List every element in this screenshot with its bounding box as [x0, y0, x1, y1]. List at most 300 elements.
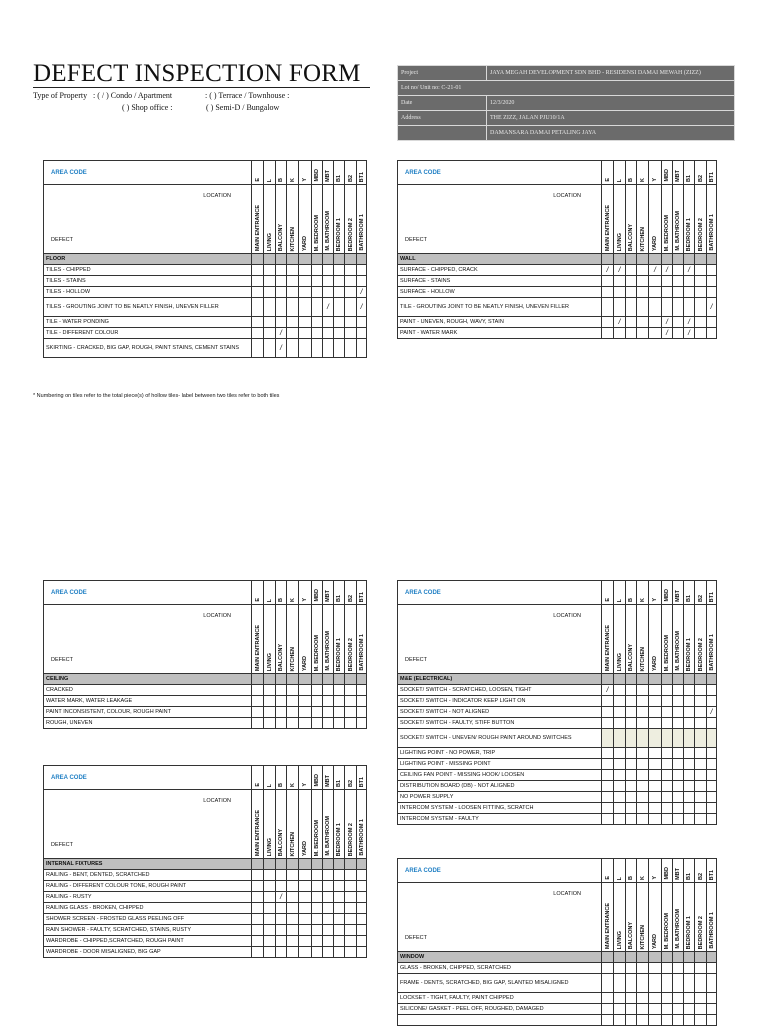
- check-cell[interactable]: [602, 993, 614, 1004]
- check-cell[interactable]: [276, 718, 287, 729]
- check-cell[interactable]: [637, 974, 649, 993]
- check-cell[interactable]: [695, 993, 707, 1004]
- check-cell[interactable]: [252, 328, 264, 339]
- check-cell[interactable]: [312, 298, 323, 317]
- check-cell[interactable]: [695, 707, 707, 718]
- check-cell[interactable]: [345, 707, 357, 718]
- check-cell[interactable]: [637, 792, 649, 803]
- check-cell[interactable]: [637, 265, 649, 276]
- check-cell[interactable]: [252, 925, 264, 936]
- check-cell[interactable]: [649, 814, 662, 825]
- check-cell[interactable]: [323, 903, 334, 914]
- check-cell[interactable]: [357, 328, 367, 339]
- check-cell[interactable]: [345, 265, 357, 276]
- check-cell[interactable]: [312, 287, 323, 298]
- check-cell[interactable]: [637, 317, 649, 328]
- check-cell[interactable]: [684, 685, 695, 696]
- check-cell[interactable]: [357, 696, 367, 707]
- check-cell[interactable]: [707, 748, 717, 759]
- check-cell[interactable]: [312, 914, 323, 925]
- check-cell[interactable]: [707, 974, 717, 993]
- check-cell[interactable]: [334, 287, 345, 298]
- check-cell[interactable]: [287, 696, 299, 707]
- check-cell[interactable]: [345, 914, 357, 925]
- check-cell[interactable]: [614, 814, 626, 825]
- check-cell[interactable]: [662, 748, 673, 759]
- check-cell[interactable]: [673, 1004, 684, 1015]
- check-cell[interactable]: [323, 696, 334, 707]
- check-cell[interactable]: [357, 685, 367, 696]
- check-cell[interactable]: [649, 759, 662, 770]
- check-cell[interactable]: [684, 814, 695, 825]
- check-cell[interactable]: [357, 936, 367, 947]
- check-cell[interactable]: [662, 729, 673, 748]
- check-cell[interactable]: [614, 298, 626, 317]
- check-cell[interactable]: [264, 947, 276, 958]
- check-cell[interactable]: [312, 881, 323, 892]
- check-cell[interactable]: [626, 974, 637, 993]
- check-cell[interactable]: [614, 696, 626, 707]
- check-cell[interactable]: [662, 685, 673, 696]
- check-cell[interactable]: [276, 265, 287, 276]
- check-cell[interactable]: /: [707, 298, 717, 317]
- check-cell[interactable]: [299, 892, 312, 903]
- check-cell[interactable]: [252, 276, 264, 287]
- check-cell[interactable]: [649, 781, 662, 792]
- check-cell[interactable]: [264, 298, 276, 317]
- check-cell[interactable]: [626, 718, 637, 729]
- check-cell[interactable]: [673, 317, 684, 328]
- check-cell[interactable]: [707, 328, 717, 339]
- check-cell[interactable]: [684, 770, 695, 781]
- check-cell[interactable]: [637, 1004, 649, 1015]
- check-cell[interactable]: [287, 287, 299, 298]
- check-cell[interactable]: [626, 792, 637, 803]
- check-cell[interactable]: [684, 803, 695, 814]
- check-cell[interactable]: [357, 718, 367, 729]
- check-cell[interactable]: [684, 974, 695, 993]
- check-cell[interactable]: [334, 914, 345, 925]
- check-cell[interactable]: [276, 936, 287, 947]
- check-cell[interactable]: [602, 814, 614, 825]
- check-cell[interactable]: [276, 298, 287, 317]
- check-cell[interactable]: [602, 287, 614, 298]
- check-cell[interactable]: [684, 759, 695, 770]
- check-cell[interactable]: [345, 287, 357, 298]
- check-cell[interactable]: [626, 803, 637, 814]
- check-cell[interactable]: [637, 993, 649, 1004]
- check-cell[interactable]: [345, 317, 357, 328]
- check-cell[interactable]: [299, 696, 312, 707]
- check-cell[interactable]: [626, 770, 637, 781]
- check-cell[interactable]: [299, 287, 312, 298]
- check-cell[interactable]: [602, 718, 614, 729]
- check-cell[interactable]: [602, 781, 614, 792]
- check-cell[interactable]: [276, 287, 287, 298]
- check-cell[interactable]: [673, 781, 684, 792]
- check-cell[interactable]: [626, 696, 637, 707]
- check-cell[interactable]: [264, 718, 276, 729]
- check-cell[interactable]: [323, 317, 334, 328]
- check-cell[interactable]: [345, 276, 357, 287]
- check-cell[interactable]: [334, 276, 345, 287]
- check-cell[interactable]: /: [276, 892, 287, 903]
- check-cell[interactable]: [626, 729, 637, 748]
- check-cell[interactable]: [626, 759, 637, 770]
- check-cell[interactable]: [673, 298, 684, 317]
- check-cell[interactable]: [649, 748, 662, 759]
- check-cell[interactable]: [287, 892, 299, 903]
- check-cell[interactable]: [626, 685, 637, 696]
- check-cell[interactable]: /: [614, 317, 626, 328]
- check-cell[interactable]: [602, 974, 614, 993]
- check-cell[interactable]: [614, 748, 626, 759]
- check-cell[interactable]: [323, 718, 334, 729]
- check-cell[interactable]: [252, 265, 264, 276]
- check-cell[interactable]: [662, 287, 673, 298]
- check-cell[interactable]: [357, 892, 367, 903]
- check-cell[interactable]: [312, 718, 323, 729]
- check-cell[interactable]: [707, 792, 717, 803]
- check-cell[interactable]: [626, 317, 637, 328]
- check-cell[interactable]: [312, 903, 323, 914]
- check-cell[interactable]: [345, 298, 357, 317]
- check-cell[interactable]: [649, 963, 662, 974]
- check-cell[interactable]: [334, 881, 345, 892]
- check-cell[interactable]: [637, 729, 649, 748]
- check-cell[interactable]: [673, 696, 684, 707]
- check-cell[interactable]: [662, 276, 673, 287]
- check-cell[interactable]: [673, 265, 684, 276]
- check-cell[interactable]: [707, 993, 717, 1004]
- check-cell[interactable]: [602, 317, 614, 328]
- check-cell[interactable]: [345, 328, 357, 339]
- check-cell[interactable]: [334, 718, 345, 729]
- check-cell[interactable]: [626, 748, 637, 759]
- check-cell[interactable]: [323, 287, 334, 298]
- check-cell[interactable]: [357, 265, 367, 276]
- check-cell[interactable]: /: [684, 317, 695, 328]
- check-cell[interactable]: [602, 803, 614, 814]
- check-cell[interactable]: [695, 1004, 707, 1015]
- check-cell[interactable]: [662, 707, 673, 718]
- check-cell[interactable]: [684, 781, 695, 792]
- check-cell[interactable]: [626, 781, 637, 792]
- check-cell[interactable]: /: [614, 265, 626, 276]
- check-cell[interactable]: [299, 936, 312, 947]
- check-cell[interactable]: [334, 892, 345, 903]
- check-cell[interactable]: [695, 696, 707, 707]
- check-cell[interactable]: [707, 814, 717, 825]
- check-cell[interactable]: [252, 685, 264, 696]
- check-cell[interactable]: [312, 707, 323, 718]
- check-cell[interactable]: [276, 881, 287, 892]
- check-cell[interactable]: [673, 748, 684, 759]
- check-cell[interactable]: [673, 328, 684, 339]
- check-cell[interactable]: [626, 963, 637, 974]
- check-cell[interactable]: [637, 803, 649, 814]
- check-cell[interactable]: [264, 685, 276, 696]
- check-cell[interactable]: [662, 696, 673, 707]
- check-cell[interactable]: [662, 1004, 673, 1015]
- check-cell[interactable]: [323, 685, 334, 696]
- check-cell[interactable]: /: [357, 298, 367, 317]
- check-cell[interactable]: [276, 914, 287, 925]
- check-cell[interactable]: [626, 993, 637, 1004]
- check-cell[interactable]: [649, 718, 662, 729]
- check-cell[interactable]: [637, 781, 649, 792]
- check-cell[interactable]: [614, 707, 626, 718]
- check-cell[interactable]: [264, 287, 276, 298]
- check-cell[interactable]: [695, 748, 707, 759]
- check-cell[interactable]: [323, 914, 334, 925]
- check-cell[interactable]: /: [662, 265, 673, 276]
- check-cell[interactable]: [276, 696, 287, 707]
- check-cell[interactable]: [312, 925, 323, 936]
- check-cell[interactable]: [684, 707, 695, 718]
- check-cell[interactable]: [695, 298, 707, 317]
- check-cell[interactable]: [673, 770, 684, 781]
- check-cell[interactable]: [312, 892, 323, 903]
- check-cell[interactable]: [252, 881, 264, 892]
- check-cell[interactable]: [334, 936, 345, 947]
- check-cell[interactable]: [287, 947, 299, 958]
- check-cell[interactable]: [637, 685, 649, 696]
- check-cell[interactable]: [264, 707, 276, 718]
- check-cell[interactable]: [707, 317, 717, 328]
- check-cell[interactable]: /: [276, 339, 287, 358]
- check-cell[interactable]: [662, 770, 673, 781]
- check-cell[interactable]: [707, 963, 717, 974]
- check-cell[interactable]: [614, 1004, 626, 1015]
- check-cell[interactable]: [626, 814, 637, 825]
- check-cell[interactable]: [357, 317, 367, 328]
- check-cell[interactable]: [614, 276, 626, 287]
- check-cell[interactable]: [626, 707, 637, 718]
- check-cell[interactable]: [264, 265, 276, 276]
- check-cell[interactable]: [357, 947, 367, 958]
- check-cell[interactable]: [345, 947, 357, 958]
- check-cell[interactable]: [695, 718, 707, 729]
- check-cell[interactable]: [649, 317, 662, 328]
- check-cell[interactable]: [637, 707, 649, 718]
- check-cell[interactable]: [287, 718, 299, 729]
- check-cell[interactable]: [602, 328, 614, 339]
- check-cell[interactable]: [695, 792, 707, 803]
- check-cell[interactable]: [695, 265, 707, 276]
- check-cell[interactable]: [602, 729, 614, 748]
- check-cell[interactable]: [287, 276, 299, 287]
- check-cell[interactable]: [264, 925, 276, 936]
- check-cell[interactable]: /: [684, 265, 695, 276]
- check-cell[interactable]: /: [602, 685, 614, 696]
- check-cell[interactable]: [602, 748, 614, 759]
- check-cell[interactable]: [662, 803, 673, 814]
- check-cell[interactable]: [602, 759, 614, 770]
- check-cell[interactable]: [287, 685, 299, 696]
- check-cell[interactable]: [684, 287, 695, 298]
- check-cell[interactable]: [673, 974, 684, 993]
- check-cell[interactable]: [614, 718, 626, 729]
- check-cell[interactable]: [649, 298, 662, 317]
- check-cell[interactable]: [614, 803, 626, 814]
- check-cell[interactable]: [649, 276, 662, 287]
- check-cell[interactable]: [299, 947, 312, 958]
- check-cell[interactable]: [323, 265, 334, 276]
- check-cell[interactable]: [312, 696, 323, 707]
- check-cell[interactable]: [287, 328, 299, 339]
- check-cell[interactable]: [334, 339, 345, 358]
- check-cell[interactable]: [695, 317, 707, 328]
- check-cell[interactable]: [312, 339, 323, 358]
- check-cell[interactable]: [684, 718, 695, 729]
- check-cell[interactable]: [345, 881, 357, 892]
- check-cell[interactable]: [614, 781, 626, 792]
- check-cell[interactable]: [299, 317, 312, 328]
- check-cell[interactable]: [673, 759, 684, 770]
- check-cell[interactable]: [662, 974, 673, 993]
- check-cell[interactable]: [312, 328, 323, 339]
- check-cell[interactable]: [649, 685, 662, 696]
- check-cell[interactable]: [345, 696, 357, 707]
- check-cell[interactable]: [695, 770, 707, 781]
- check-cell[interactable]: [252, 936, 264, 947]
- check-cell[interactable]: [357, 870, 367, 881]
- check-cell[interactable]: [707, 770, 717, 781]
- check-cell[interactable]: [673, 685, 684, 696]
- check-cell[interactable]: [649, 696, 662, 707]
- check-cell[interactable]: [684, 298, 695, 317]
- check-cell[interactable]: [287, 339, 299, 358]
- check-cell[interactable]: [276, 903, 287, 914]
- check-cell[interactable]: [323, 339, 334, 358]
- check-cell[interactable]: [614, 685, 626, 696]
- check-cell[interactable]: [602, 276, 614, 287]
- check-cell[interactable]: [626, 287, 637, 298]
- check-cell[interactable]: [707, 781, 717, 792]
- check-cell[interactable]: [357, 881, 367, 892]
- check-cell[interactable]: [649, 974, 662, 993]
- check-cell[interactable]: [323, 947, 334, 958]
- check-cell[interactable]: [695, 729, 707, 748]
- check-cell[interactable]: [626, 276, 637, 287]
- check-cell[interactable]: [299, 881, 312, 892]
- check-cell[interactable]: [334, 925, 345, 936]
- check-cell[interactable]: /: [684, 328, 695, 339]
- check-cell[interactable]: [287, 870, 299, 881]
- check-cell[interactable]: [707, 276, 717, 287]
- check-cell[interactable]: [323, 276, 334, 287]
- check-cell[interactable]: [626, 265, 637, 276]
- check-cell[interactable]: [357, 276, 367, 287]
- check-cell[interactable]: [252, 696, 264, 707]
- check-cell[interactable]: [252, 339, 264, 358]
- check-cell[interactable]: [299, 903, 312, 914]
- check-cell[interactable]: [614, 963, 626, 974]
- check-cell[interactable]: [637, 814, 649, 825]
- check-cell[interactable]: [614, 770, 626, 781]
- check-cell[interactable]: [312, 870, 323, 881]
- check-cell[interactable]: [276, 317, 287, 328]
- check-cell[interactable]: [264, 339, 276, 358]
- check-cell[interactable]: [614, 287, 626, 298]
- check-cell[interactable]: [299, 914, 312, 925]
- check-cell[interactable]: [252, 287, 264, 298]
- check-cell[interactable]: [312, 276, 323, 287]
- check-cell[interactable]: [637, 770, 649, 781]
- check-cell[interactable]: [707, 718, 717, 729]
- check-cell[interactable]: [673, 792, 684, 803]
- check-cell[interactable]: [649, 328, 662, 339]
- check-cell[interactable]: [637, 328, 649, 339]
- check-cell[interactable]: [695, 814, 707, 825]
- check-cell[interactable]: [299, 298, 312, 317]
- check-cell[interactable]: [323, 707, 334, 718]
- check-cell[interactable]: [684, 748, 695, 759]
- check-cell[interactable]: /: [602, 265, 614, 276]
- check-cell[interactable]: [637, 696, 649, 707]
- check-cell[interactable]: [673, 729, 684, 748]
- check-cell[interactable]: [707, 729, 717, 748]
- check-cell[interactable]: [637, 759, 649, 770]
- check-cell[interactable]: [357, 339, 367, 358]
- check-cell[interactable]: [649, 287, 662, 298]
- check-cell[interactable]: [662, 781, 673, 792]
- check-cell[interactable]: [707, 696, 717, 707]
- check-cell[interactable]: [357, 914, 367, 925]
- check-cell[interactable]: [252, 298, 264, 317]
- check-cell[interactable]: [707, 1004, 717, 1015]
- check-cell[interactable]: [264, 903, 276, 914]
- check-cell[interactable]: [299, 685, 312, 696]
- check-cell[interactable]: [264, 881, 276, 892]
- check-cell[interactable]: [334, 947, 345, 958]
- check-cell[interactable]: [287, 707, 299, 718]
- check-cell[interactable]: /: [357, 287, 367, 298]
- check-cell[interactable]: [252, 317, 264, 328]
- check-cell[interactable]: [276, 947, 287, 958]
- check-cell[interactable]: [614, 974, 626, 993]
- check-cell[interactable]: [614, 328, 626, 339]
- check-cell[interactable]: [299, 718, 312, 729]
- check-cell[interactable]: [673, 814, 684, 825]
- check-cell[interactable]: [276, 685, 287, 696]
- check-cell[interactable]: /: [662, 317, 673, 328]
- check-cell[interactable]: [695, 803, 707, 814]
- check-cell[interactable]: [287, 265, 299, 276]
- check-cell[interactable]: [357, 925, 367, 936]
- check-cell[interactable]: [323, 936, 334, 947]
- check-cell[interactable]: [602, 792, 614, 803]
- check-cell[interactable]: [637, 276, 649, 287]
- check-cell[interactable]: [264, 892, 276, 903]
- check-cell[interactable]: /: [662, 328, 673, 339]
- check-cell[interactable]: [334, 328, 345, 339]
- check-cell[interactable]: [252, 892, 264, 903]
- check-cell[interactable]: [264, 328, 276, 339]
- check-cell[interactable]: [684, 1004, 695, 1015]
- check-cell[interactable]: [602, 707, 614, 718]
- check-cell[interactable]: [637, 748, 649, 759]
- check-cell[interactable]: [252, 914, 264, 925]
- check-cell[interactable]: [287, 936, 299, 947]
- check-cell[interactable]: [684, 276, 695, 287]
- check-cell[interactable]: [637, 718, 649, 729]
- check-cell[interactable]: [334, 265, 345, 276]
- check-cell[interactable]: [662, 759, 673, 770]
- check-cell[interactable]: [684, 792, 695, 803]
- check-cell[interactable]: [264, 914, 276, 925]
